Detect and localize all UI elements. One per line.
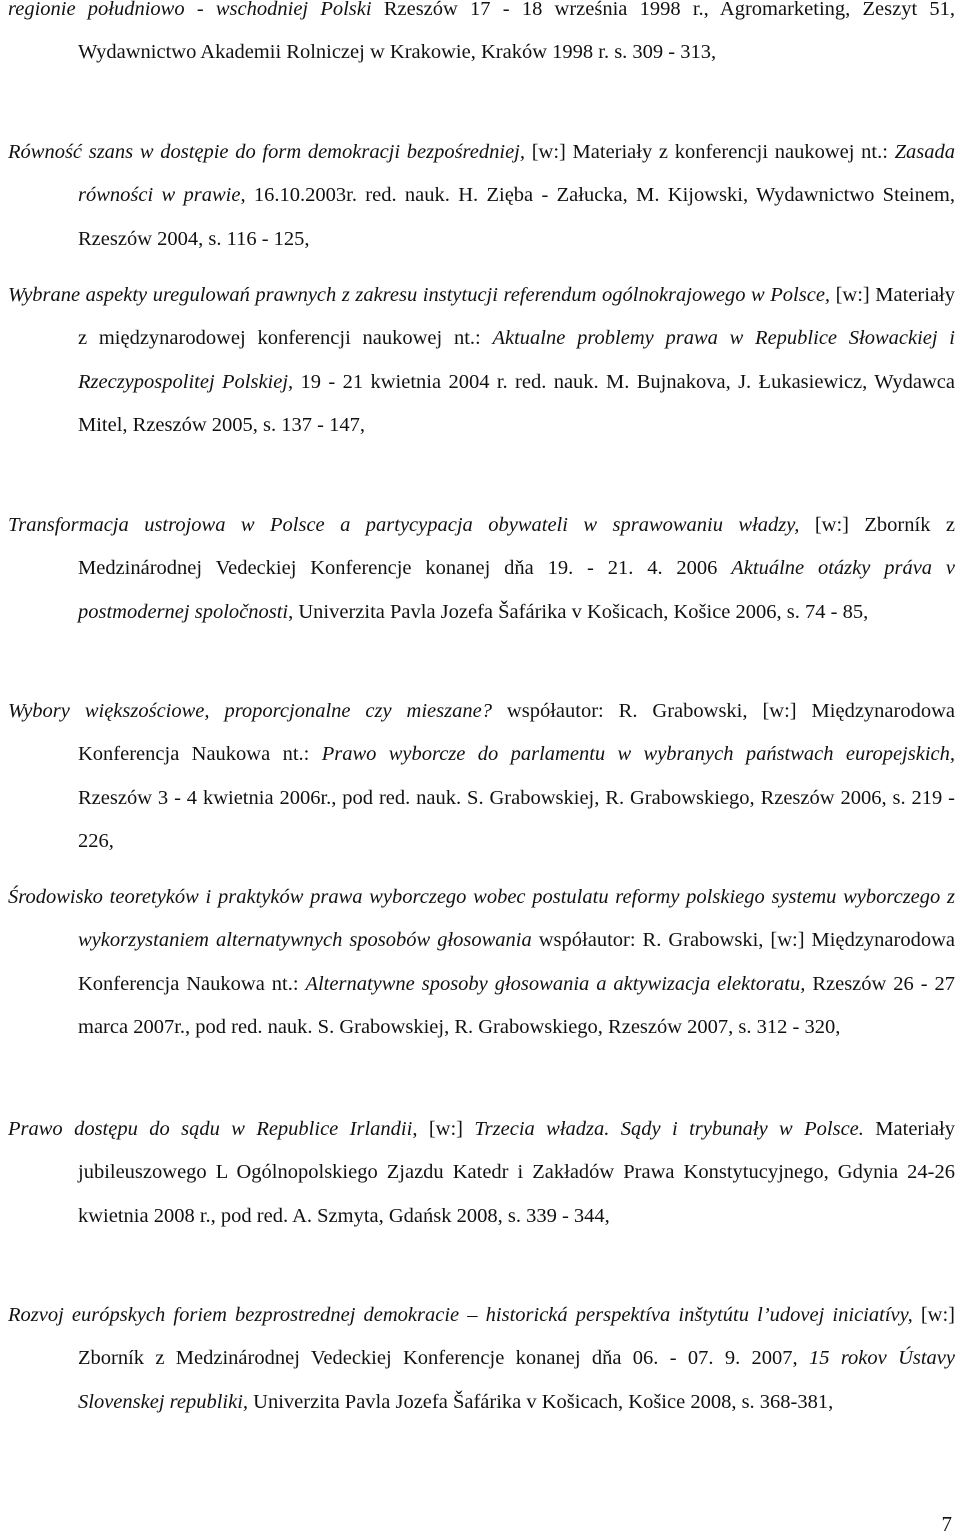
entry-details: , [w:]	[412, 1118, 475, 1140]
entry-title: Prawo dostępu do sądu w Republice Irlandii	[8, 1118, 413, 1140]
conference-title: Alternatywne sposoby głosowania a aktywizacja elektoratu,	[305, 972, 806, 995]
entry-details: [w:] Materiały z konferencji naukowej nt.:	[525, 141, 895, 163]
entry-title: Środowisko teoretyków i praktyków prawa wyborczego wobec postulatu reformy polskiego systemu wyborczego z wykorzystaniem alternatywnych sposobów głosowania	[8, 886, 955, 952]
page-number: 7	[941, 1512, 952, 1536]
conference-title: 15 rokov Ústavy Slovenskej republiki,	[78, 1347, 955, 1413]
bibliography-entry	[8, 1108, 955, 1238]
entry-title: Wybrane aspekty uregulowań prawnych z zakresu instytucji referendum ogólnokrajowego w Polsce,	[8, 284, 831, 306]
entry-title: Wybory większościowe, proporcjonalne czy mieszane?	[8, 700, 492, 722]
bibliography-entry	[8, 1294, 955, 1424]
entry-title: Równość szans w dostępie do form demokracji bezpośredniej,	[8, 141, 525, 163]
entry-details: 19 - 21 kwietnia 2004 r. red. nauk. M. Bujnakova, J. Łukasiewicz, Wydawca Mitel, Rzeszów 2005, s. 137 - 147,	[78, 370, 955, 436]
entry-title: Transformacja ustrojowa w Polsce a partycypacja obywateli w sprawowaniu władzy,	[8, 514, 800, 536]
entry-details: , Univerzita Pavla Jozefa Šafárika v Košicach, Košice 2006, s. 74 - 85,	[288, 600, 869, 623]
bibliography-entry	[8, 690, 955, 863]
entry-details: współautor: R. Grabowski, [w:] Międzynarodowa Konferencja Naukowa nt.:	[78, 929, 955, 995]
conference-title: Aktuálne otázky práva v postmodernej spoločnosti	[78, 557, 955, 623]
entry-details: współautor: R. Grabowski, [w:] Międzynarodowa Konferencja Naukowa nt.:	[78, 700, 955, 766]
conference-title: Prawo wyborcze do parlamentu w wybranych państwach europejskich,	[321, 743, 955, 766]
entry-details: [w:] Zborník z Medzinárodnej Vedeckiej Konferencje konanej dňa 06. - 07. 9. 2007,	[78, 1304, 955, 1370]
bibliography-entry	[8, 0, 955, 75]
entry-details: [w:] Zborník z Medzinárodnej Vedeckiej Konferencje konanej dňa 19. - 21. 4. 2006	[78, 514, 955, 580]
bibliography-entry	[8, 504, 955, 634]
bibliography-entry	[8, 131, 955, 261]
entry-details: [w:] Materiały z międzynarodowej konferencji naukowej nt.:	[78, 284, 955, 350]
conference-title: Zasada równości w prawie	[78, 141, 955, 207]
bibliography-entry	[8, 876, 955, 1049]
entry-details: , 16.10.2003r. red. nauk. H. Zięba - Załucka, M. Kijowski, Wydawnictwo Steinem, Rzeszów 2004, s. 116 - 125,	[78, 184, 955, 250]
entry-details: Rzeszów 3 - 4 kwietnia 2006r., pod red. nauk. S. Grabowskiej, R. Grabowskiego, Rzeszów 2006, s. 219 - 226,	[78, 786, 955, 852]
entry-details: Rzeszów 26 - 27 marca 2007r., pod red. nauk. S. Grabowskiej, R. Grabowskiego, Rzeszów 2007, s. 312 - 320,	[78, 972, 955, 1038]
bibliography-entry	[8, 274, 955, 447]
entry-details: Univerzita Pavla Jozefa Šafárika v Košicach, Košice 2008, s. 368-381,	[248, 1390, 834, 1413]
conference-title: Aktualne problemy prawa w Republice Słowackiej i Rzeczypospolitej Polskiej,	[78, 327, 955, 393]
book-title: Trzecia władza. Sądy i trybunały w Polsce.	[474, 1118, 864, 1140]
entry-title-fragment: regionie południowo - wschodniej Polski	[8, 0, 372, 20]
entry-details: Materiały jubileuszowego L Ogólnopolskiego Zjazdu Katedr i Zakładów Prawa Konstytucyjnego, Gdynia 24-26 kwietnia 2008 r., pod red. A. Szmyta, Gdańsk 2008, s. 339 - 344,	[78, 1118, 955, 1227]
entry-details: Rzeszów 17 - 18 września 1998 r., Agromarketing, Zeszyt 51, Wydawnictwo Akademii Rolniczej w Krakowie, Kraków 1998 r. s. 309 - 313,	[78, 0, 955, 64]
entry-title: Rozvoj európskych foriem bezprostrednej demokracie – historická perspektíva inštytútu l’udovej iniciatívy,	[8, 1304, 913, 1326]
